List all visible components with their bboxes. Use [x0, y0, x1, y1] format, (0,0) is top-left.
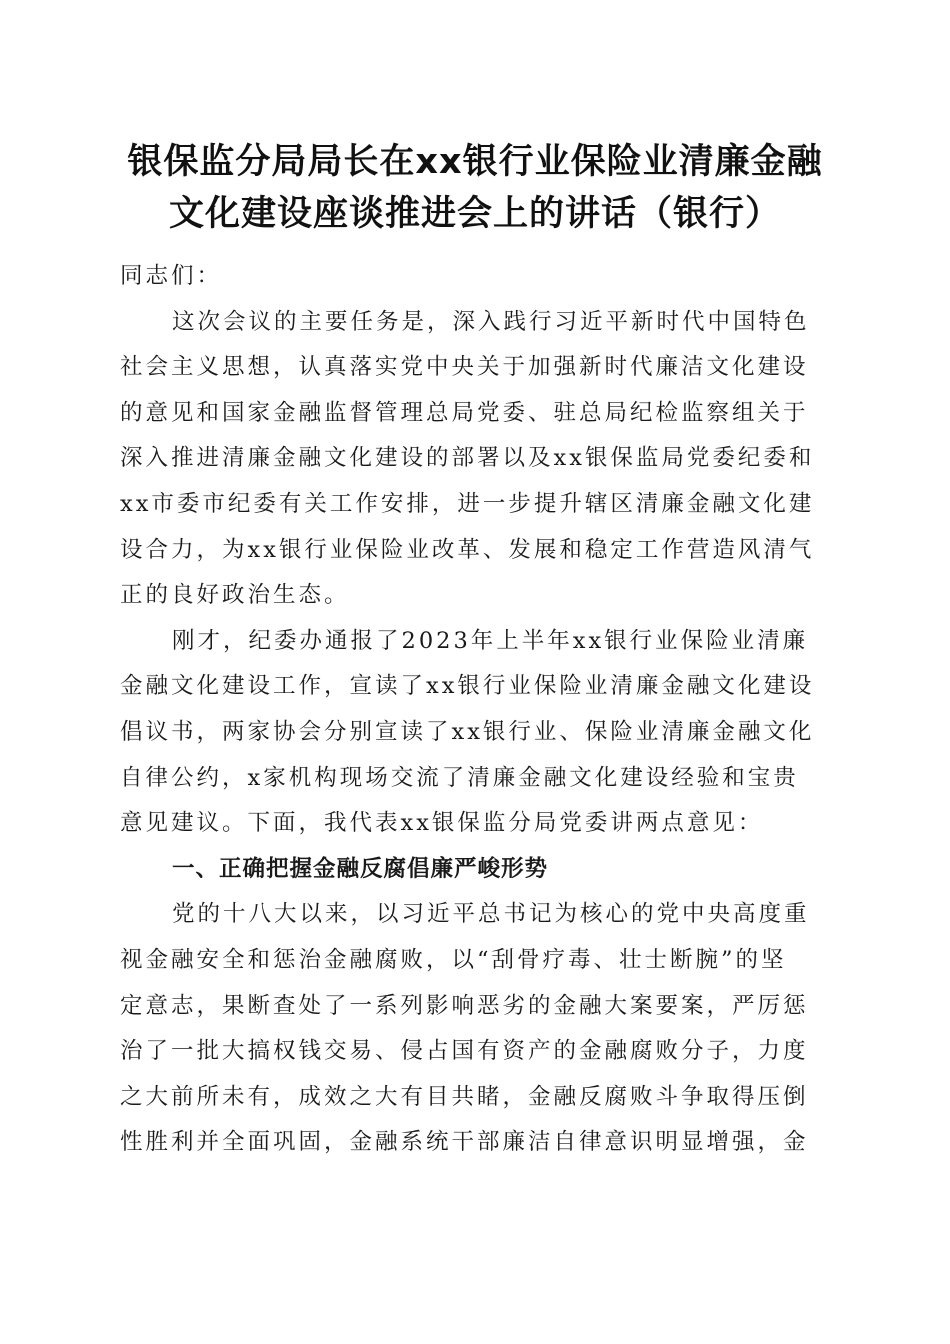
paragraph-line: 党的十八大以来，以习近平总书记为核心的党中央高度重: [172, 901, 810, 928]
paragraph-line: xx市委市纪委有关工作安排，进一步提升辖区清廉金融文化建: [120, 490, 815, 517]
title-line-2: 文化建设座谈推进会上的讲话（银行）: [168, 194, 781, 234]
paragraph-line: 自律公约，x家机构现场交流了清廉金融文化建设经验和宝贵: [120, 764, 799, 791]
paragraph-line: 刚才，纪委办通报了2023年上半年xx银行业保险业清廉: [172, 627, 809, 654]
paragraph-line: 之大前所未有，成效之大有目共睹，金融反腐败斗争取得压倒: [120, 1083, 809, 1110]
paragraph-line: 性胜利并全面巩固，金融系统干部廉洁自律意识明显增强，金: [120, 1129, 809, 1156]
paragraph-line: 金融文化建设工作，宣读了xx银行业保险业清廉金融文化建设: [120, 673, 815, 700]
paragraph-1: [120, 300, 826, 619]
paragraph-line: 设合力，为xx银行业保险业改革、发展和稳定工作营造风清气: [120, 536, 815, 563]
paragraph-2: [120, 619, 826, 847]
paragraph-line: 治了一批大搞权钱交易、侵占国有资产的金融腐败分子，力度: [120, 1038, 809, 1065]
paragraph-line: 正的良好政治生态。: [120, 582, 350, 609]
paragraph-line: 社会主义思想，认真落实党中央关于加强新时代廉洁文化建设: [120, 354, 809, 381]
salutation: 同志们：: [120, 263, 223, 289]
document-body: [120, 254, 826, 1166]
paragraph-line: 定意志，果断查处了一系列影响恶劣的金融大案要案，严厉惩: [120, 992, 809, 1019]
paragraph-line: 视金融安全和惩治金融腐败，以“刮骨疗毒、壮士断腕”的坚: [120, 946, 787, 973]
document-title: [100, 136, 850, 240]
paragraph-line: 倡议书，两家协会分别宣读了xx银行业、保险业清廉金融文化: [120, 718, 815, 745]
title-line-1: 银保监分局局长在xx银行业保险业清廉金融: [127, 142, 823, 182]
section-heading: 一、正确把握金融反腐倡廉严峻形势: [172, 855, 549, 882]
paragraph-line: 这次会议的主要任务是，深入践行习近平新时代中国特色: [172, 308, 810, 335]
paragraph-line: 深入推进清廉金融文化建设的部署以及xx银保监局党委纪委和: [120, 445, 815, 472]
paragraph-line: 意见建议。下面，我代表xx银保监分局党委讲两点意见：: [120, 810, 764, 837]
paragraph-3: [120, 892, 826, 1166]
paragraph-line: 的意见和国家金融监督管理总局党委、驻总局纪检监察组关于: [120, 399, 809, 426]
